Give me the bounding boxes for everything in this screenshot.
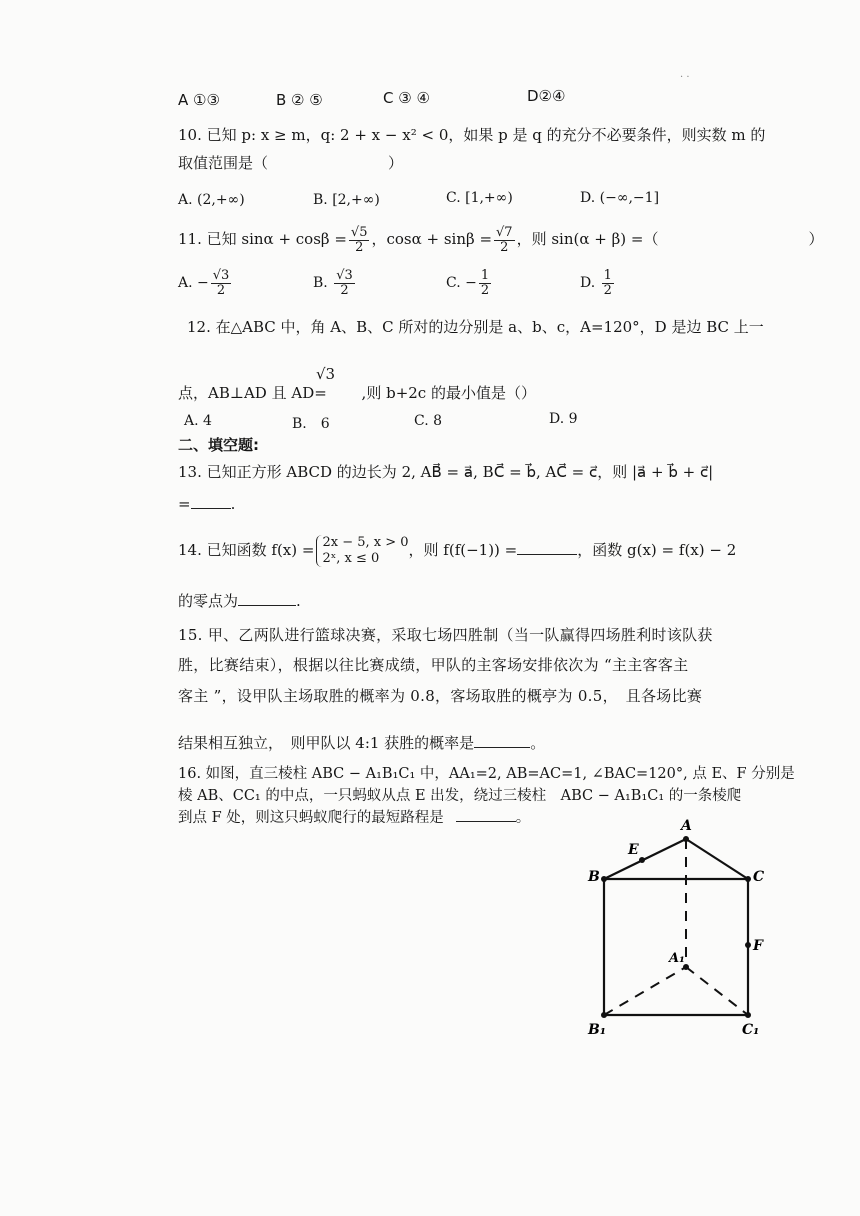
point-c (745, 876, 751, 882)
q13-equals: = (178, 495, 191, 513)
q11-option-c-num: 1 (480, 267, 490, 283)
q10-option-d: D. (−∞,−1] (580, 190, 660, 206)
edge-ba (604, 839, 686, 879)
q14-stem (178, 530, 736, 570)
q12-option-c: C. 8 (414, 413, 443, 429)
q11-option-a-den: 2 (216, 282, 226, 298)
q11-prefix: 11. 已知 sinα + cosβ = (178, 230, 347, 248)
q13-period: . (230, 495, 236, 513)
q11-option-b-num: √3 (336, 267, 353, 283)
q13-answer-blank[interactable] (191, 494, 231, 509)
point-a (683, 836, 689, 842)
q16-line3 (178, 807, 530, 828)
label-e: E (628, 842, 639, 858)
q10-option-a: A. (2,+∞) (178, 192, 245, 208)
q11-frac1-num: √5 (350, 224, 368, 240)
edge-ac (686, 839, 748, 879)
point-c1 (745, 1012, 751, 1018)
q10-line2: 取值范围是（ ） (178, 154, 404, 172)
edge-a1c1-hidden (686, 967, 748, 1015)
q15-line3: 客主 ”，设甲队主场取胜的概率为 0.8，客场取胜的概亭为 0.5， 且各场比赛 (178, 687, 703, 705)
q13-line2 (178, 494, 235, 514)
q10-option-b: B. [2,+∞) (313, 192, 380, 208)
q11-option-c-frac (479, 269, 491, 298)
q11-frac2-num: √7 (496, 224, 513, 240)
q11-option-a (178, 266, 233, 300)
q16-answer-blank[interactable] (456, 807, 516, 822)
scan-speck: · · (680, 72, 690, 83)
q11-option-b-den: 2 (340, 282, 349, 298)
q12-line1: 12. 在△ABC 中，角 A、B、C 所对的边分别是 a、b、c，A=120°，D 是边 BC 上一 (187, 318, 764, 336)
q14-answer-blank-2[interactable] (238, 591, 296, 606)
q9-option-d: D②④ (527, 87, 566, 105)
q11-option-c-label: C. (446, 275, 461, 291)
q11-option-b-frac (334, 269, 355, 298)
q11-option-d-den: 2 (603, 282, 612, 298)
point-b1 (601, 1012, 607, 1018)
label-c1: C₁ (742, 1022, 760, 1038)
q16-line2: 棱 AB、CC₁ 的中点，一只蚂蚁从点 E 出发，绕过三棱柱 ABC − A₁B₁C₁ 的一条棱爬 (178, 788, 742, 804)
q11-option-a-label: A. (178, 275, 193, 291)
q11-frac2-den: 2 (500, 239, 509, 255)
q11-mid: ，cosα + sinβ = (371, 230, 493, 248)
q14-line2 (178, 591, 301, 611)
point-e (639, 857, 645, 863)
q16-end: 。 (515, 810, 531, 826)
section-heading-fill-in: 二、填空题: (178, 436, 259, 454)
q13-line1: 13. 已知正方形 ABCD 的边长为 2, AB⃗ = a⃗, BC⃗ = b⃗, AC⃗ = c⃗，则 |a⃗ + b⃗ + c⃗| (178, 463, 714, 481)
label-c: C (753, 869, 765, 885)
q11-frac1 (349, 226, 370, 255)
q11-option-a-sign: − (197, 275, 209, 291)
q16-text: 到点 F 处，则这只蚂蚁爬行的最短路程是 (178, 810, 444, 826)
q12-line2: 点，AB⊥AD 且 AD= ,则 b+2c 的最小值是（） (178, 384, 536, 402)
q11-option-c-sign: − (465, 275, 477, 291)
point-b (601, 876, 607, 882)
q11-option-a-num: √3 (212, 267, 230, 283)
label-f: F (753, 938, 763, 954)
q9-option-b: B ② ⑤ (276, 91, 323, 109)
q15-line4 (178, 733, 545, 753)
q14-mid: ，则 f(f(−1)) = (408, 541, 518, 559)
q12-option-a: A. 4 (184, 413, 212, 429)
label-b: B (588, 869, 600, 885)
q11-option-d-frac (602, 269, 614, 298)
q11-frac2 (494, 226, 515, 255)
q15-line1: 15. 甲、乙两队进行篮球决赛，采取七场四胜制（当一队赢得四场胜利时该队获 (178, 626, 713, 644)
q11-option-c (446, 266, 493, 300)
q15-line2: 胜，比赛结束），根据以往比赛成绩，甲队的主客场安排依次为 “主主客客主 (178, 656, 689, 674)
q15-answer-blank[interactable] (474, 733, 530, 748)
point-f (745, 942, 751, 948)
q11-option-b (313, 266, 357, 300)
q14-piecewise (316, 535, 408, 567)
q11-option-d-num: 1 (603, 267, 612, 283)
prism-figure (570, 812, 790, 1042)
label-a: A (681, 818, 692, 834)
label-b1: B₁ (588, 1022, 606, 1038)
q11-frac1-den: 2 (355, 239, 364, 255)
q11-option-c-den: 2 (480, 282, 490, 298)
q14-zero-label: 的零点为 (178, 592, 239, 610)
edge-b1a1-hidden (604, 967, 686, 1015)
q11-option-d (580, 266, 616, 300)
q12-option-d: D. 9 (549, 411, 578, 427)
q15-text: 结果相互独立， 则甲队以 4:1 获胜的概率是 (178, 734, 475, 752)
q14-case2: 2ˣ, x ≤ 0 (322, 551, 380, 566)
q11-suffix: ，则 sin(α + β) =（ ） (516, 230, 824, 248)
q14-answer-blank-1[interactable] (517, 540, 577, 555)
q14-case1: 2x − 5, x > 0 (322, 535, 409, 550)
q11-option-b-label: B. (313, 275, 328, 291)
q9-option-a: A ①③ (178, 91, 220, 109)
q15-end: 。 (530, 734, 546, 752)
q16-line1: 16. 如图，直三棱柱 ABC − A₁B₁C₁ 中，AA₁=2, AB=AC=1, ∠BAC=120°, 点 E、F 分别是 (178, 766, 795, 782)
q12-sqrt3: √3 (316, 365, 336, 383)
q10-line1: 10. 已知 p: x ≥ m，q: 2 + x − x² < 0，如果 p 是 q 的充分不必要条件，则实数 m 的 (178, 126, 766, 144)
q14-prefix: 14. 已知函数 f(x) = (178, 541, 315, 559)
q12-option-b: B. 6 (292, 416, 330, 432)
q14-period: . (296, 592, 301, 610)
q10-option-c: C. [1,+∞) (446, 190, 513, 206)
q11-option-a-frac (211, 269, 232, 298)
q11-option-d-label: D. (580, 275, 596, 291)
q9-option-c: C ③ ④ (383, 89, 430, 107)
q11-stem (178, 222, 823, 256)
q14-suffix: ，函数 g(x) = f(x) − 2 (577, 541, 737, 559)
label-a1: A₁ (669, 951, 685, 966)
